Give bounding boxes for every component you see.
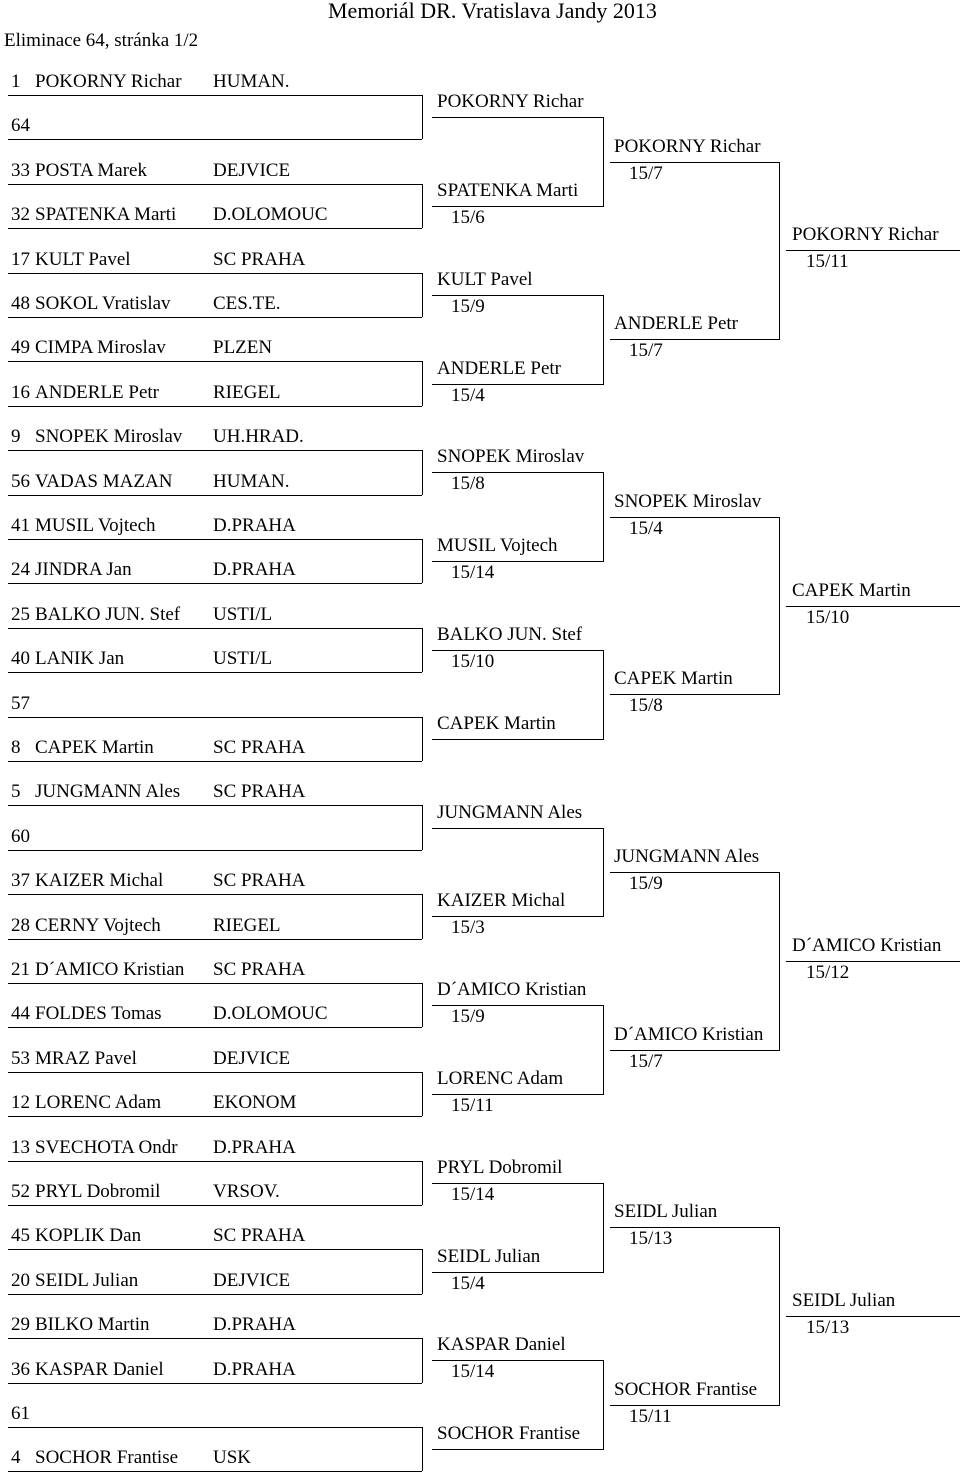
bracket-line — [8, 450, 422, 451]
player-name: MUSIL Vojtech — [35, 515, 156, 536]
bracket-line — [786, 606, 960, 607]
r2-player-name: KASPAR Daniel — [437, 1334, 566, 1356]
seed-number: 56 — [11, 470, 30, 492]
bracket-line — [8, 273, 422, 274]
bracket-line — [432, 1360, 604, 1361]
player-name: ANDERLE Petr — [35, 381, 160, 403]
player-name: KAIZER Michal — [35, 870, 164, 892]
player-name: PRYL Dobromil — [35, 1181, 161, 1202]
r2-score: 15/3 — [451, 917, 485, 939]
bracket-line — [8, 317, 422, 318]
player-club: EKONOM — [213, 1092, 297, 1114]
bracket-line — [8, 139, 422, 140]
bracket-line — [610, 872, 780, 873]
bracket-line — [8, 495, 422, 496]
bracket-line — [422, 184, 423, 228]
r2-player-name: SPATENKA Marti — [437, 180, 579, 201]
bracket-line — [432, 295, 604, 296]
bracket-line — [610, 517, 780, 518]
bracket-line — [786, 961, 960, 962]
player-club: RIEGEL — [213, 914, 281, 936]
bracket-line — [432, 1183, 604, 1184]
seed-number: 48 — [11, 293, 30, 314]
bracket-line — [610, 1050, 780, 1051]
bracket-line — [8, 628, 422, 629]
r2-player-name: KULT Pavel — [437, 268, 533, 290]
player-club: D.PRAHA — [213, 1136, 296, 1158]
bracket-line — [8, 1427, 422, 1428]
r2-score: 15/4 — [451, 384, 485, 406]
player-club: HUMAN. — [213, 71, 290, 92]
bracket-line — [8, 1027, 422, 1028]
seed-number: 52 — [11, 1181, 30, 1202]
bracket-line — [422, 983, 423, 1027]
r3-score: 15/9 — [629, 873, 663, 894]
r2-player-name: SNOPEK Miroslav — [437, 446, 585, 468]
player-club: D.OLOMOUC — [213, 204, 328, 226]
seed-number: 4 — [11, 1447, 21, 1469]
seed-number: 5 — [11, 781, 21, 803]
r4-score: 15/11 — [806, 251, 849, 273]
bracket-line — [610, 694, 780, 695]
seed-number: 20 — [11, 1269, 30, 1291]
player-name: JINDRA Jan — [35, 559, 132, 581]
r2-score: 15/9 — [451, 295, 485, 317]
player-name: KOPLIK Dan — [35, 1225, 142, 1247]
r3-player-name: CAPEK Martin — [614, 668, 733, 690]
player-name: FOLDES Tomas — [35, 1003, 162, 1025]
r2-player-name: MUSIL Vojtech — [437, 535, 558, 557]
r2-score: 15/11 — [451, 1095, 494, 1116]
player-club: USTI/L — [213, 648, 273, 670]
seed-number: 21 — [11, 959, 30, 980]
bracket-line — [422, 539, 423, 583]
seed-number: 61 — [11, 1403, 30, 1424]
player-name: LORENC Adam — [35, 1092, 162, 1114]
player-club: CES.TE. — [213, 293, 281, 314]
tournament-title: Memoriál DR. Vratislava Jandy 2013 — [328, 0, 657, 23]
player-club: RIEGEL — [213, 381, 281, 403]
bracket-line — [8, 1249, 422, 1250]
player-club: SC PRAHA — [213, 248, 306, 270]
bracket-line — [432, 916, 604, 917]
player-name: POKORNY Richar — [35, 71, 182, 92]
r2-score: 15/14 — [451, 562, 495, 584]
player-club: PLZEN — [213, 337, 273, 359]
bracket-line — [432, 1449, 604, 1450]
bracket-line — [8, 672, 422, 673]
bracket-line — [8, 1161, 422, 1162]
r4-score: 15/10 — [806, 606, 850, 628]
player-name: SPATENKA Marti — [35, 204, 177, 226]
seed-number: 24 — [11, 559, 30, 581]
bracket-line — [422, 1427, 423, 1471]
seed-number: 9 — [11, 426, 21, 448]
player-name: SVECHOTA Ondr — [35, 1136, 178, 1158]
seed-number: 60 — [11, 825, 30, 847]
bracket-line — [8, 1116, 422, 1117]
bracket-line — [786, 1316, 960, 1317]
r2-player-name: ANDERLE Petr — [437, 357, 562, 379]
r2-score: 15/4 — [451, 1272, 485, 1294]
r2-score: 15/9 — [451, 1006, 485, 1028]
r2-player-name: POKORNY Richar — [437, 91, 584, 113]
bracket-line — [422, 1161, 423, 1205]
player-name: VADAS MAZAN — [35, 470, 173, 492]
player-club: SC PRAHA — [213, 781, 306, 803]
seed-number: 8 — [11, 737, 21, 758]
bracket-line — [603, 828, 604, 917]
player-name: BILKO Martin — [35, 1314, 150, 1336]
r3-score: 15/4 — [629, 517, 663, 539]
bracket-line — [779, 162, 780, 340]
bracket-line — [422, 1249, 423, 1293]
player-name: SEIDL Julian — [35, 1269, 139, 1291]
page-subtitle: Eliminace 64, stránka 1/2 — [4, 30, 199, 51]
bracket-line — [779, 872, 780, 1050]
seed-number: 41 — [11, 515, 30, 536]
bracket-line — [610, 162, 780, 163]
bracket-line — [8, 939, 422, 940]
r2-player-name: JUNGMANN Ales — [437, 801, 583, 823]
player-club: SC PRAHA — [213, 959, 306, 980]
player-name: SOCHOR Frantise — [35, 1447, 179, 1469]
seed-number: 36 — [11, 1358, 30, 1380]
seed-number: 53 — [11, 1047, 30, 1069]
seed-number: 29 — [11, 1314, 30, 1336]
seed-number: 25 — [11, 603, 30, 625]
r2-score: 15/8 — [451, 473, 485, 495]
r3-player-name: SEIDL Julian — [614, 1201, 718, 1223]
r4-score: 15/12 — [806, 961, 850, 983]
bracket-line — [603, 1183, 604, 1272]
bracket-line — [432, 1272, 604, 1273]
r4-player-name: CAPEK Martin — [792, 579, 911, 601]
r4-player-name: POKORNY Richar — [792, 224, 939, 246]
bracket-line — [8, 1338, 422, 1339]
player-club: D.PRAHA — [213, 1314, 296, 1336]
bracket-line — [422, 628, 423, 672]
r4-player-name: SEIDL Julian — [792, 1290, 896, 1311]
bracket-line — [779, 1227, 780, 1405]
bracket-line — [8, 1205, 422, 1206]
bracket-line — [8, 361, 422, 362]
player-name: POSTA Marek — [35, 159, 147, 181]
r3-player-name: JUNGMANN Ales — [614, 846, 760, 867]
bracket-line — [603, 117, 604, 206]
bracket-line — [610, 1405, 780, 1406]
r2-score: 15/10 — [451, 651, 495, 672]
bracket-line — [779, 517, 780, 695]
player-name: SOKOL Vratislav — [35, 293, 171, 314]
seed-number: 40 — [11, 648, 30, 670]
bracket-line — [610, 339, 780, 340]
seed-number: 32 — [11, 204, 30, 226]
r2-player-name: BALKO JUN. Stef — [437, 624, 583, 645]
bracket-line — [422, 273, 423, 317]
bracket-line — [8, 983, 422, 984]
bracket-line — [432, 206, 604, 207]
player-club: SC PRAHA — [213, 1225, 306, 1247]
player-name: KASPAR Daniel — [35, 1358, 164, 1380]
bracket-line — [432, 561, 604, 562]
bracket-line — [603, 1005, 604, 1094]
bracket-line — [603, 472, 604, 561]
r2-player-name: CAPEK Martin — [437, 712, 556, 734]
r3-score: 15/13 — [629, 1228, 673, 1250]
bracket-line — [8, 761, 422, 762]
player-name: CERNY Vojtech — [35, 914, 161, 936]
player-name: JUNGMANN Ales — [35, 781, 181, 803]
bracket-line — [786, 250, 960, 251]
bracket-line — [422, 450, 423, 494]
bracket-line — [422, 717, 423, 761]
r2-score: 15/6 — [451, 207, 485, 228]
seed-number: 45 — [11, 1225, 30, 1247]
bracket-line — [422, 805, 423, 849]
bracket-line — [422, 1338, 423, 1382]
bracket-line — [8, 850, 422, 851]
r3-player-name: ANDERLE Petr — [614, 313, 739, 335]
bracket-line — [432, 384, 604, 385]
player-name: LANIK Jan — [35, 648, 125, 670]
player-club: D.PRAHA — [213, 515, 296, 536]
seed-number: 37 — [11, 870, 30, 892]
seed-number: 1 — [11, 71, 21, 92]
seed-number: 28 — [11, 914, 30, 936]
player-club: D.PRAHA — [213, 559, 296, 581]
seed-number: 12 — [11, 1092, 30, 1114]
bracket-line — [8, 406, 422, 407]
player-club: USTI/L — [213, 603, 273, 625]
bracket-line — [432, 117, 604, 118]
player-name: SNOPEK Miroslav — [35, 426, 183, 448]
r2-player-name: PRYL Dobromil — [437, 1156, 563, 1178]
bracket-line — [610, 1227, 780, 1228]
player-club: USK — [213, 1447, 252, 1469]
player-club: UH.HRAD. — [213, 426, 304, 448]
r2-player-name: LORENC Adam — [437, 1068, 564, 1089]
bracket-line — [432, 828, 604, 829]
bracket-line — [8, 1072, 422, 1073]
r3-player-name: POKORNY Richar — [614, 135, 761, 157]
bracket-line — [8, 583, 422, 584]
bracket-line — [8, 805, 422, 806]
player-club: D.OLOMOUC — [213, 1003, 328, 1025]
player-club: HUMAN. — [213, 470, 290, 492]
seed-number: 33 — [11, 159, 30, 181]
r2-player-name: SEIDL Julian — [437, 1245, 541, 1267]
bracket-line — [432, 739, 604, 740]
seed-number: 13 — [11, 1136, 30, 1158]
r3-player-name: D´AMICO Kristian — [614, 1023, 764, 1045]
seed-number: 64 — [11, 115, 30, 137]
bracket-line — [8, 539, 422, 540]
bracket-line — [603, 650, 604, 739]
r2-player-name: SOCHOR Frantise — [437, 1423, 581, 1445]
bracket-line — [432, 472, 604, 473]
player-name: D´AMICO Kristian — [35, 959, 185, 980]
bracket-line — [603, 1360, 604, 1449]
r2-player-name: D´AMICO Kristian — [437, 979, 587, 1001]
player-name: CAPEK Martin — [35, 737, 154, 758]
seed-number: 44 — [11, 1003, 30, 1025]
bracket-line — [422, 361, 423, 405]
bracket-line — [422, 894, 423, 938]
r2-player-name: KAIZER Michal — [437, 890, 566, 912]
r4-player-name: D´AMICO Kristian — [792, 934, 942, 956]
player-club: DEJVICE — [213, 1047, 291, 1069]
bracket-line — [8, 184, 422, 185]
r3-score: 15/11 — [629, 1405, 672, 1427]
seed-number: 16 — [11, 381, 30, 403]
player-club: D.PRAHA — [213, 1358, 296, 1380]
r3-player-name: SOCHOR Frantise — [614, 1378, 758, 1400]
bracket-line — [8, 95, 422, 96]
seed-number: 17 — [11, 248, 30, 270]
player-club: DEJVICE — [213, 159, 291, 181]
player-club: DEJVICE — [213, 1269, 291, 1291]
player-name: KULT Pavel — [35, 248, 131, 270]
player-club: SC PRAHA — [213, 870, 306, 892]
bracket-line — [422, 95, 423, 139]
bracket-line — [8, 894, 422, 895]
r3-score: 15/7 — [629, 1050, 663, 1072]
player-name: BALKO JUN. Stef — [35, 603, 181, 625]
bracket-line — [432, 1094, 604, 1095]
seed-number: 49 — [11, 337, 30, 359]
bracket-line — [432, 650, 604, 651]
player-name: MRAZ Pavel — [35, 1047, 137, 1069]
bracket-line — [432, 1005, 604, 1006]
player-name: CIMPA Miroslav — [35, 337, 166, 359]
bracket-line — [8, 228, 422, 229]
seed-number: 57 — [11, 692, 30, 714]
r2-score: 15/14 — [451, 1183, 495, 1205]
r2-score: 15/14 — [451, 1361, 495, 1383]
r3-player-name: SNOPEK Miroslav — [614, 490, 762, 512]
player-club: SC PRAHA — [213, 737, 306, 758]
bracket-line — [8, 1294, 422, 1295]
bracket-line — [8, 717, 422, 718]
r3-score: 15/7 — [629, 162, 663, 184]
r4-score: 15/13 — [806, 1317, 850, 1338]
r3-score: 15/7 — [629, 340, 663, 362]
bracket-line — [603, 295, 604, 384]
r3-score: 15/8 — [629, 695, 663, 717]
player-club: VRSOV. — [213, 1181, 280, 1202]
bracket-line — [8, 1383, 422, 1384]
bracket-line — [422, 1072, 423, 1116]
